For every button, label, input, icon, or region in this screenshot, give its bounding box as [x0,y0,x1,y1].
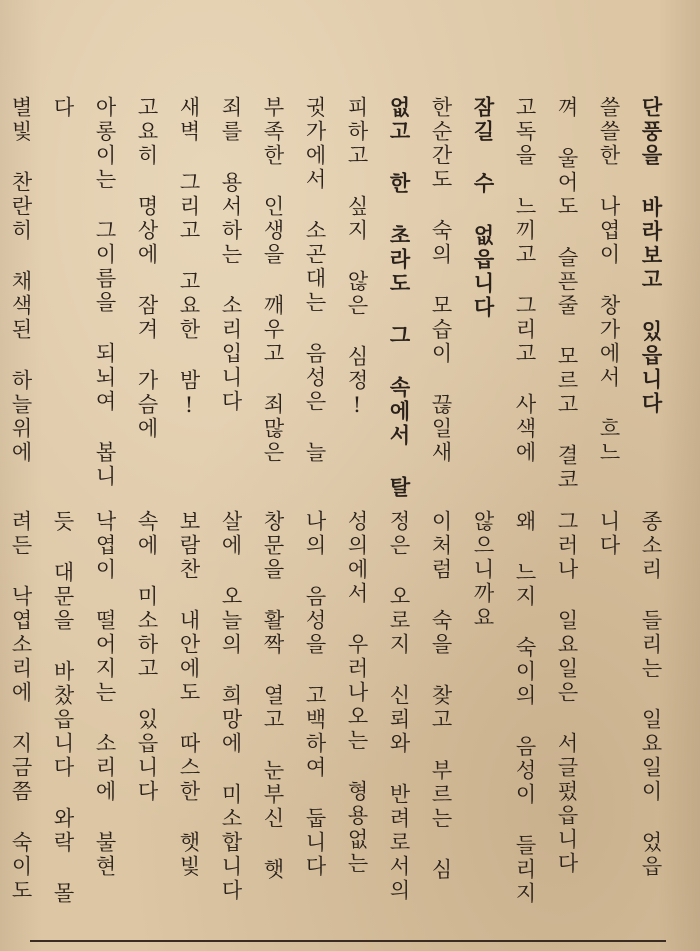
text-line: 고요히 명상에 잠겨 가슴에 [135,96,159,441]
text-line: 그러나 일요일은 서글펐읍니다 [555,510,579,876]
text-line: 쓸쓸한 나엽이 창가에서 흐느 [597,96,621,465]
text-line: 한순간도 숙의 모습이 끊일새 [429,96,453,465]
text-line: 다 [51,96,75,120]
text-line: 고독을 느끼고 그리고 사색에 [513,96,537,465]
text-line: 단풍을 바라보고 있읍니다 [639,96,664,416]
text-line: 낙엽이 떨어지는 소리에 불현 [93,510,117,879]
text-line: 껴 울어도 슬픈줄 모르고 결코 [555,96,579,492]
text-line: 나의 음성을 고백하여 둡니다 [303,510,327,879]
text-line: 부족한 인생을 깨우고 죄많은 [261,96,285,465]
text-line: 려든 낙엽소리에 지금쯤 숙이도 [9,510,33,903]
text-line: 잠길 수 없읍니다 [471,96,496,320]
text-line: 피하고 싶지 않은 심정! [345,96,369,420]
text-line: 살에 오늘의 희망에 미소합니다 [219,510,243,903]
text-line: 속에 미소하고 있읍니다 [135,510,159,804]
text-line: 귓가에서 소곤대는 음성은 늘 [303,96,327,465]
text-line: 보람찬 내안에도 따스한 햇빛 [177,510,201,879]
text-line: 새벽 그리고 고요한 밤! [177,96,201,420]
text-line: 이처럼 숙을 찾고 부르는 심 [429,510,453,882]
text-line: 창문을 활짝 열고 눈부신 햇 [261,510,285,882]
text-line: 니다 [597,510,621,558]
text-line: 아롱이는 그이름을 되뇌여 봅니 [93,96,117,489]
text-line: 왜 느지 숙이의 음성이 들리지 [513,510,537,906]
text-line: 듯 대문을 바찼읍니다 와락 몰 [51,510,75,906]
text-line: 없고 한 초라도 그 속에서 탈 [387,96,412,500]
text-line: 종소리 들리는 일요일이 었읍 [639,510,663,879]
text-line: 않으니까요 [471,510,495,630]
text-line: 죄를 용서하는 소리입니다 [219,96,243,414]
text-columns-lower [0,510,666,930]
text-line: 정은 오로지 신뢰와 반려로서의 [387,510,411,903]
bottom-rule [30,940,666,942]
text-line: 성의에서 우러나오는 형용없는 [345,510,369,876]
text-line: 별빛 찬란히 채색된 하늘위에 [9,96,33,465]
